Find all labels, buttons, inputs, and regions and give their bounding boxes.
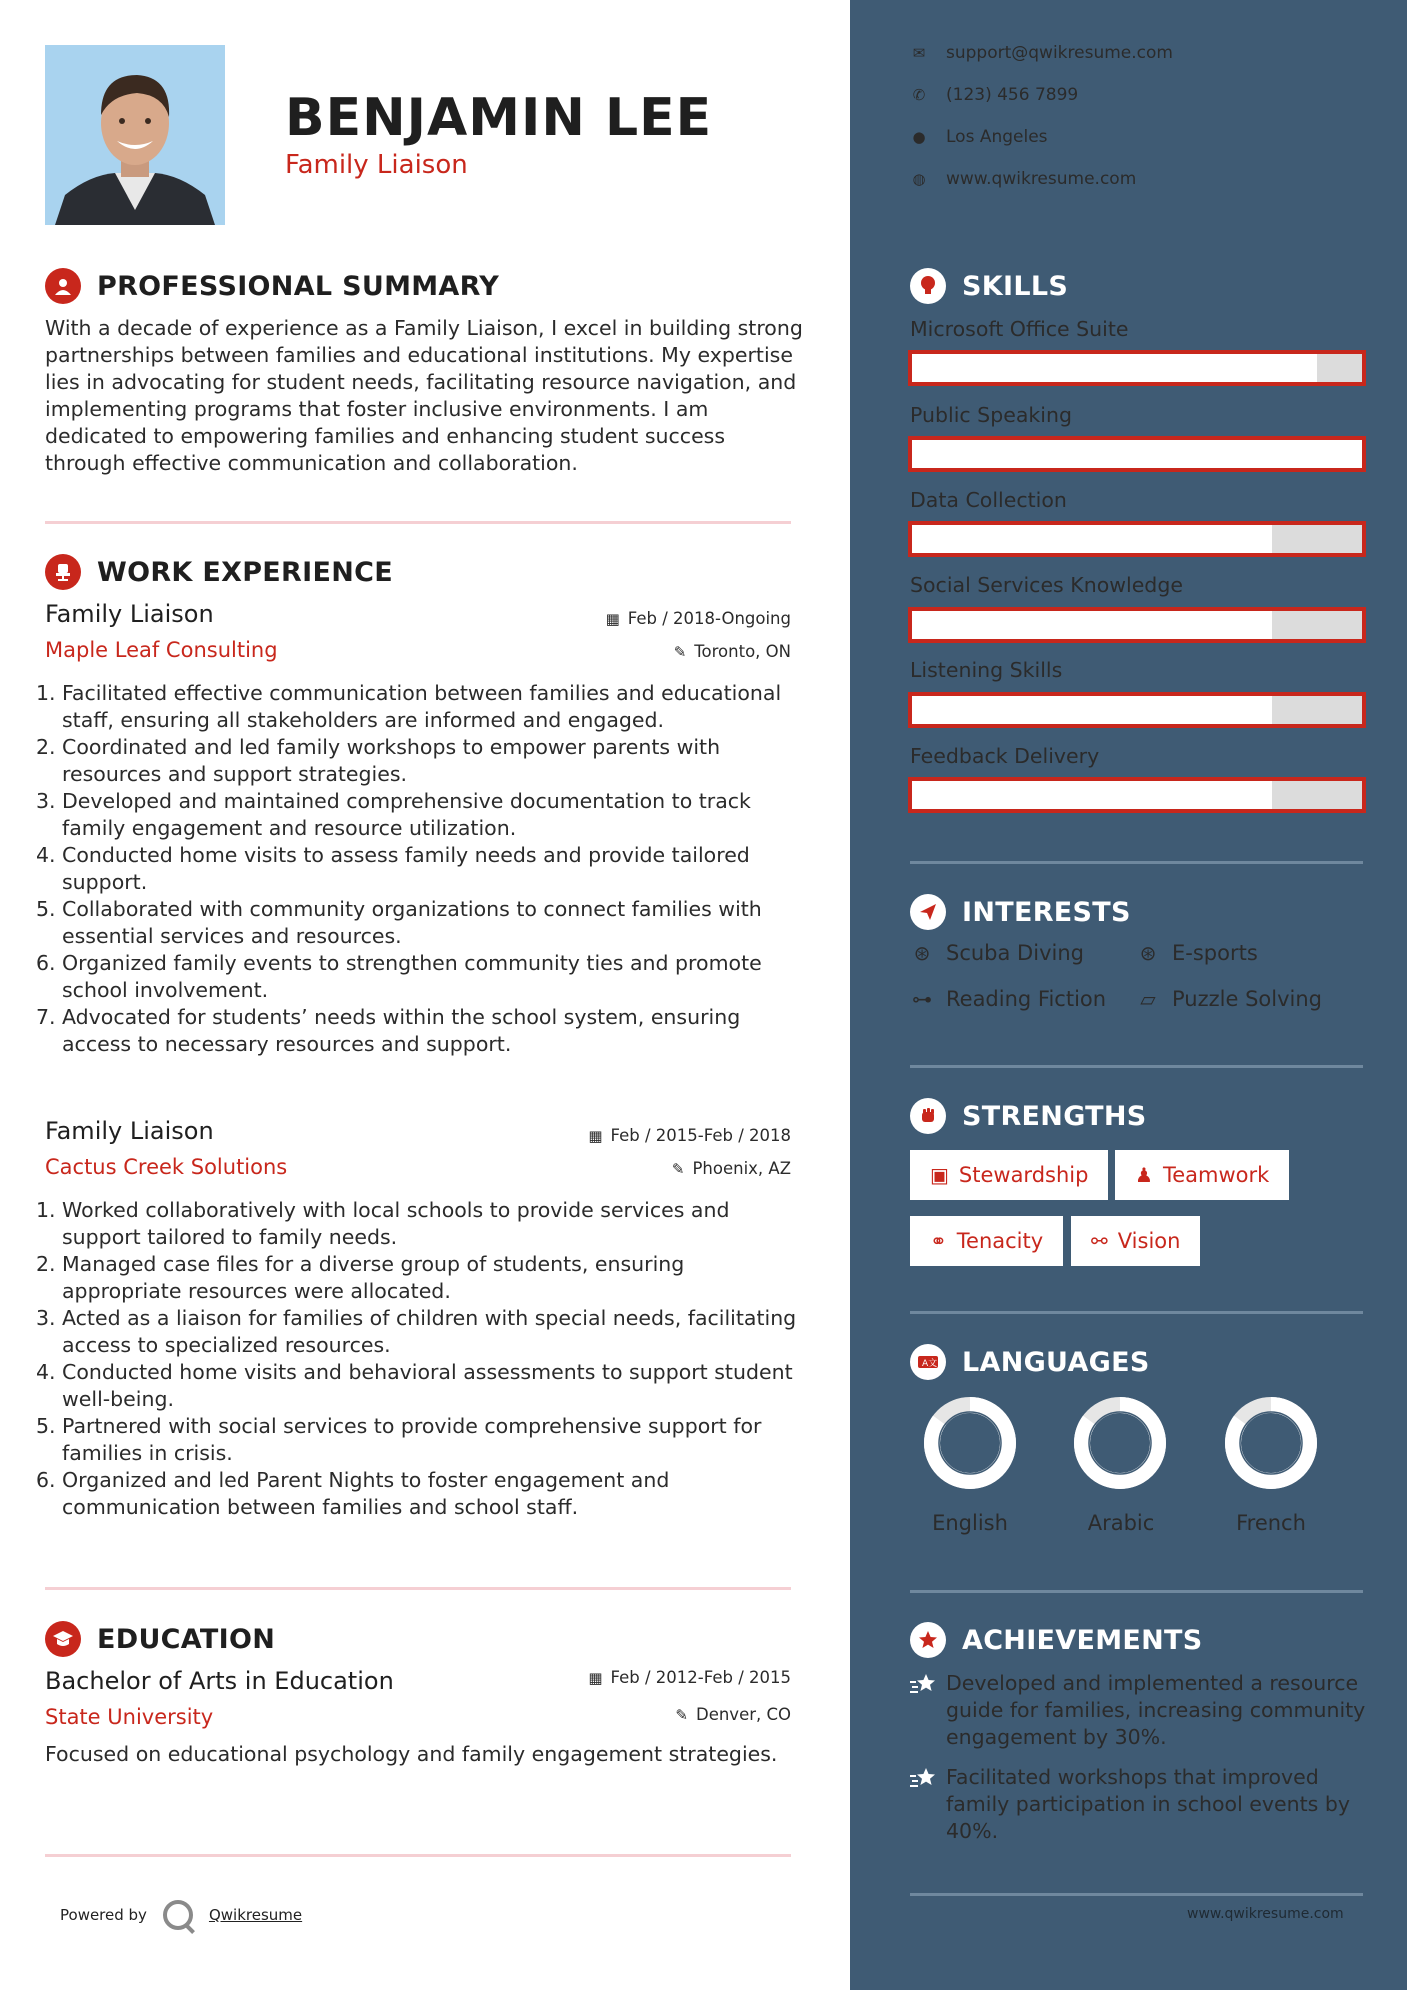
skill-level-fill [912, 440, 1362, 468]
work-title: WORK EXPERIENCE [97, 556, 393, 588]
footer-website[interactable]: www.qwikresume.com [1187, 1906, 1344, 1922]
job-date-text: Feb / 2018-Ongoing [627, 609, 791, 628]
email-text: support@qwikresume.com [946, 43, 1173, 63]
skill-name: Listening Skills [910, 658, 1063, 682]
sidebar-divider [910, 1893, 1363, 1896]
languages-heading [910, 1344, 1150, 1380]
map-marker-icon: ● [912, 128, 926, 146]
skill-name: Microsoft Office Suite [910, 317, 1129, 341]
pin-icon: ✎ [673, 642, 687, 661]
education-title: EDUCATION [97, 1623, 276, 1655]
list-item: 1. Facilitated effective communication between families and educational staff, ensuring all stakeholders are informed and engaged. [36, 681, 782, 732]
summary-text: With a decade of experience as a Family Liaison, I excel in building strong partnerships between families and educational institutions. My expertise lies in advocating for student needs, facilitating resource navigation, and implementing programs that foster inclusive environments. I am dedicated to empowering families and enhancing student success through effective communication and collaboration. [45, 316, 803, 475]
skill-bar [908, 521, 1366, 557]
website-text: www.qwikresume.com [946, 169, 1137, 189]
lightbulb-icon [910, 268, 946, 304]
skill-name: Feedback Delivery [910, 744, 1100, 768]
contact-location [910, 127, 1048, 147]
achievements-title: ACHIEVEMENTS [962, 1624, 1203, 1656]
brand-link[interactable]: Qwikresume [208, 1906, 303, 1924]
interest-label: Puzzle Solving [1172, 987, 1322, 1011]
list-item: 7. Advocated for students’ needs within the school system, ensuring access to necessary resources and support. [36, 1005, 741, 1056]
strength-badge [1071, 1216, 1200, 1266]
education-heading [45, 1621, 275, 1657]
education-location [675, 1705, 791, 1724]
language-ring-inner-edge [939, 1412, 1001, 1474]
achievement-item [910, 1764, 1370, 1845]
sidebar-divider [910, 1311, 1363, 1314]
interest-label: Reading Fiction [946, 987, 1107, 1011]
list-item: 1. Worked collaboratively with local schools to provide services and support tailored to family needs. [36, 1198, 730, 1249]
job-company: Maple Leaf Consulting [45, 638, 278, 662]
calendar-icon: ▦ [588, 1668, 603, 1687]
phone-text: (123) 456 7899 [946, 85, 1079, 105]
language-rings [900, 1388, 1340, 1518]
list-item: 5. Partnered with social services to provide comprehensive support for families in crisis. [36, 1414, 762, 1465]
calendar-icon: ▦ [605, 609, 620, 628]
job-responsibilities [36, 680, 800, 1058]
contact-email[interactable] [910, 43, 1173, 63]
chair-icon [45, 554, 81, 590]
strength-label: Teamwork [1162, 1163, 1270, 1187]
list-item: 2. Coordinated and led family workshops to empower parents with resources and support strategies. [36, 735, 721, 786]
job-responsibilities [36, 1197, 800, 1521]
language-ring [1082, 1405, 1158, 1481]
skill-level-fill [912, 781, 1272, 809]
lifebuoy-icon: ⊛ [913, 941, 931, 965]
section-divider [45, 1854, 791, 1857]
skill-level-fill [912, 611, 1272, 639]
language-ring [1233, 1405, 1309, 1481]
list-item: 6. Organized family events to strengthen community ties and promote school involvement. [36, 951, 762, 1002]
skill-level-fill [912, 696, 1272, 724]
strength-badge [910, 1150, 1108, 1200]
interest-item [1136, 941, 1258, 965]
achievement-item [910, 1670, 1370, 1751]
svg-text:A文: A文 [922, 1359, 938, 1369]
star-badge-icon [910, 1622, 946, 1658]
skill-name: Social Services Knowledge [910, 573, 1183, 597]
gamepad-icon: ⊶ [912, 987, 932, 1011]
skills-title: SKILLS [962, 270, 1069, 302]
job-location [672, 1159, 791, 1178]
skill-bar [908, 692, 1366, 728]
language-ring-inner-edge [1089, 1412, 1151, 1474]
education-location-text: Denver, CO [695, 1705, 791, 1724]
job-company: Cactus Creek Solutions [45, 1155, 288, 1179]
book-icon: ▱ [1140, 987, 1156, 1011]
sidebar-divider [910, 861, 1363, 864]
graduation-cap-icon [45, 1621, 81, 1657]
profile-photo [45, 45, 225, 225]
strengths-title: STRENGTHS [962, 1100, 1147, 1132]
job-title: Family Liaison [45, 1117, 214, 1145]
skill-bar [908, 607, 1366, 643]
link-icon: ⚭ [930, 1229, 947, 1253]
skill-level-fill [912, 354, 1317, 382]
interests-heading [910, 894, 1131, 930]
list-item: 2. Managed case files for a diverse group of students, ensuring appropriate resources were allocated. [36, 1252, 685, 1303]
calendar-icon: ▦ [588, 1126, 603, 1145]
candidate-role: Family Liaison [285, 150, 468, 180]
language-ring [932, 1405, 1008, 1481]
skill-level-fill [912, 525, 1272, 553]
language-ring-inner-edge [1240, 1412, 1302, 1474]
strength-badge [910, 1216, 1063, 1266]
list-item: 6. Organized and led Parent Nights to foster engagement and communication between families and school staff. [36, 1468, 670, 1519]
education-date [588, 1668, 791, 1687]
skill-bar [908, 350, 1366, 386]
pin-icon: ✎ [671, 1159, 685, 1178]
globe-icon: ◍ [912, 170, 926, 188]
job-date-text: Feb / 2015-Feb / 2018 [610, 1126, 791, 1145]
location-text: Los Angeles [946, 127, 1048, 147]
job-title: Family Liaison [45, 600, 214, 628]
strength-label: Vision [1117, 1229, 1181, 1253]
list-item: 3. Acted as a liaison for families of children with special needs, facilitating access to specialized resources. [36, 1306, 797, 1357]
user-icon [45, 268, 81, 304]
achievement-text: Developed and implemented a resource guide for families, increasing community engagement by 30%. [946, 1671, 1366, 1749]
briefcase-icon: ▣ [930, 1163, 949, 1187]
users-icon: ♟ [1135, 1163, 1153, 1187]
job-location-text: Toronto, ON [694, 642, 791, 661]
strength-label: Tenacity [956, 1229, 1044, 1253]
envelope-icon: ✉ [912, 44, 926, 62]
interest-item [910, 941, 1084, 965]
strength-badge [1115, 1150, 1289, 1200]
candidate-name: BENJAMIN LEE [285, 88, 713, 148]
sidebar-divider [910, 1590, 1363, 1593]
language-name: French [1236, 1511, 1306, 1535]
language-name: English [932, 1511, 1008, 1535]
translate-icon [910, 1344, 946, 1380]
skill-name: Data Collection [910, 488, 1067, 512]
language-name: Arabic [1087, 1511, 1155, 1535]
list-item: 5. Collaborated with community organizations to connect families with essential services and resources. [36, 897, 762, 948]
phone-icon: ✆ [912, 86, 926, 104]
pin-icon: ✎ [675, 1705, 688, 1724]
lifebuoy-icon: ⊛ [1139, 941, 1157, 965]
skill-bar [908, 777, 1366, 813]
section-divider [45, 521, 791, 524]
list-item: 4. Conducted home visits to assess family needs and provide tailored support. [36, 843, 750, 894]
languages-title: LANGUAGES [962, 1346, 1150, 1378]
skill-bar [908, 436, 1366, 472]
school-name: State University [45, 1705, 214, 1729]
qwikresume-logo-icon [163, 1900, 193, 1930]
sidebar-divider [910, 1065, 1363, 1068]
work-heading [45, 554, 393, 590]
powered-by [60, 1900, 302, 1930]
degree-title: Bachelor of Arts in Education [45, 1667, 394, 1695]
paper-plane-icon [910, 894, 946, 930]
contact-website[interactable] [910, 169, 1136, 189]
list-item: 3. Developed and maintained comprehensive documentation to track family engagement and resource utilization. [36, 789, 751, 840]
summary-title: PROFESSIONAL SUMMARY [97, 270, 500, 302]
contact-phone[interactable] [910, 85, 1078, 105]
education-date-text: Feb / 2012-Feb / 2015 [610, 1668, 791, 1687]
interest-label: E-sports [1172, 941, 1258, 965]
list-item: 4. Conducted home visits and behavioral assessments to support student well-being. [36, 1360, 793, 1411]
strengths-heading [910, 1098, 1147, 1134]
strength-label: Stewardship [958, 1163, 1089, 1187]
job-date [606, 609, 791, 628]
job-location-text: Phoenix, AZ [692, 1159, 791, 1178]
education-description: Focused on educational psychology and family engagement strategies. [45, 1742, 778, 1766]
fist-icon [910, 1098, 946, 1134]
interests-title: INTERESTS [962, 896, 1131, 928]
achievement-text: Facilitated workshops that improved family participation in school events by 40%. [946, 1765, 1351, 1843]
binoculars-icon: ⚯ [1091, 1229, 1108, 1253]
job-location [674, 642, 791, 661]
interest-item [910, 987, 1106, 1011]
interest-label: Scuba Diving [946, 941, 1084, 965]
job-date [588, 1126, 791, 1145]
skills-heading [910, 268, 1068, 304]
skill-name: Public Speaking [910, 403, 1072, 427]
achievements-heading [910, 1622, 1203, 1658]
interest-item [1136, 987, 1322, 1011]
star-icon [910, 1766, 946, 1845]
star-icon [910, 1672, 946, 1751]
section-divider [45, 1587, 791, 1590]
powered-by-label: Powered by [60, 1906, 147, 1924]
summary-heading [45, 268, 499, 304]
